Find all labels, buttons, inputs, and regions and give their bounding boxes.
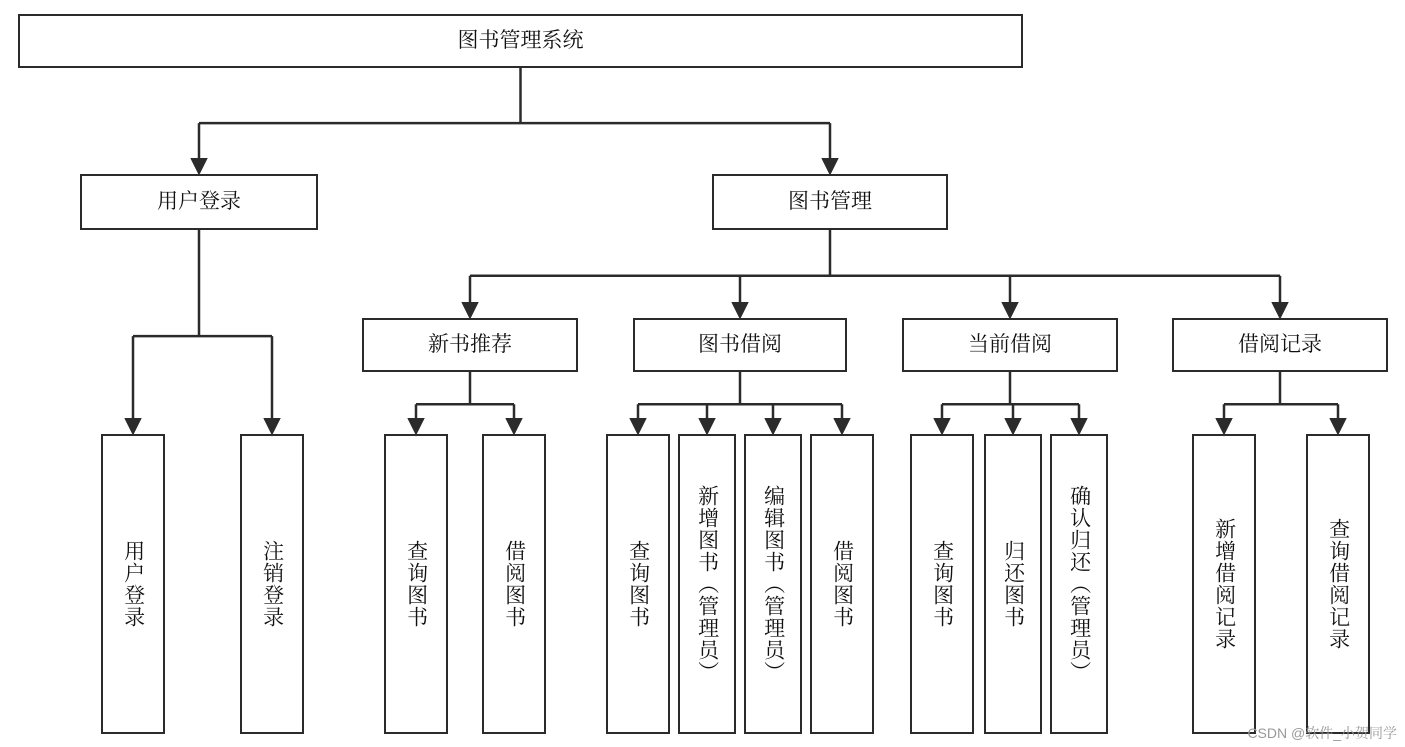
node-label: 新增借阅记录	[1212, 518, 1236, 650]
node-root	[18, 14, 1023, 68]
node-bookmgmt	[712, 174, 948, 230]
node-label: 查询图书	[626, 540, 650, 628]
node-label: 查询图书	[930, 540, 954, 628]
node-c2	[984, 434, 1042, 734]
node-label: 图书管理	[788, 189, 872, 213]
watermark-text: CSDN @软件_小贺同学	[1247, 725, 1397, 741]
node-label: 图书借阅	[698, 332, 782, 356]
node-l2	[240, 434, 304, 734]
node-current	[902, 318, 1118, 372]
node-label: 确认归还（管理员）	[1067, 485, 1091, 683]
node-b3	[744, 434, 802, 734]
node-label: 图书管理系统	[457, 28, 584, 52]
node-label: 查询图书	[404, 540, 428, 628]
node-label: 新书推荐	[428, 332, 512, 356]
node-n1	[384, 434, 448, 734]
node-b2	[678, 434, 736, 734]
node-label: 借阅图书	[830, 540, 854, 628]
node-label: 新增图书（管理员）	[695, 485, 719, 683]
node-label: 注销登录	[260, 540, 284, 628]
node-c3	[1050, 434, 1108, 734]
node-label: 当前借阅	[968, 332, 1052, 356]
node-records	[1172, 318, 1388, 372]
node-newbook	[362, 318, 578, 372]
node-c1	[910, 434, 974, 734]
node-b4	[810, 434, 874, 734]
node-b1	[606, 434, 670, 734]
node-label: 借阅图书	[502, 540, 526, 628]
node-l1	[101, 434, 165, 734]
node-label: 归还图书	[1001, 540, 1025, 628]
node-n2	[482, 434, 546, 734]
node-label: 用户登录	[121, 540, 145, 628]
node-label: 查询借阅记录	[1326, 518, 1350, 650]
node-borrow	[633, 318, 847, 372]
node-login	[80, 174, 318, 230]
node-r1	[1192, 434, 1256, 734]
node-label: 借阅记录	[1238, 332, 1322, 356]
node-label: 用户登录	[157, 189, 241, 213]
node-label: 编辑图书（管理员）	[761, 485, 785, 683]
node-r2	[1306, 434, 1370, 734]
